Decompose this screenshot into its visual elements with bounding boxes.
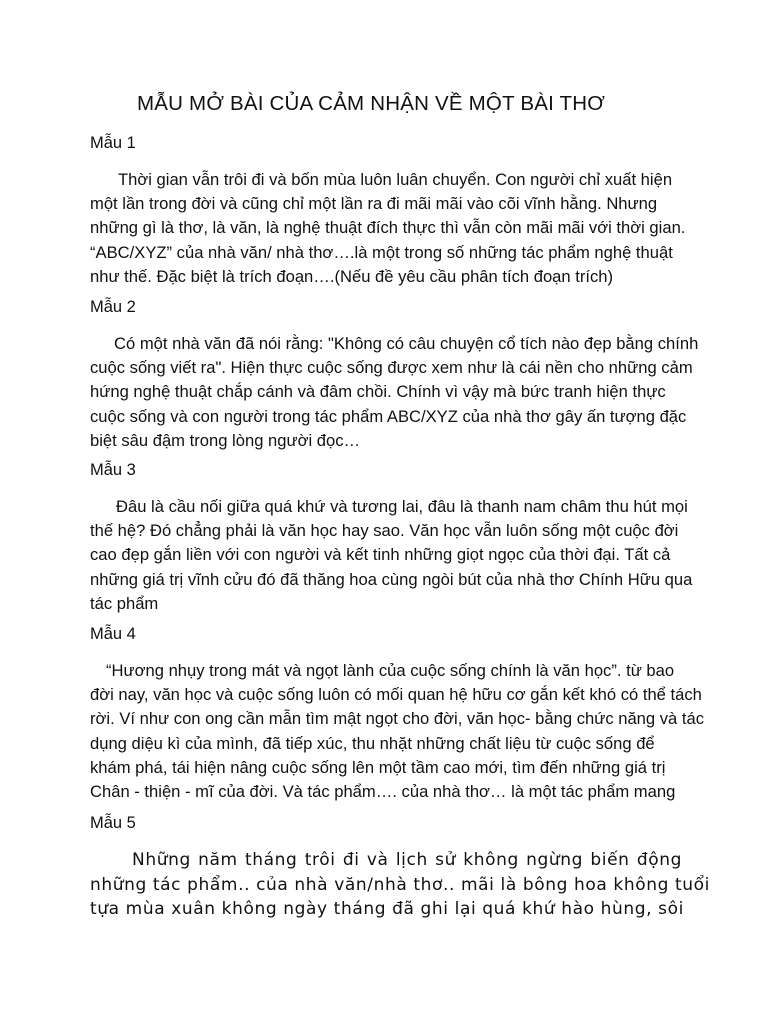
section-paragraph-mau-4 — [90, 659, 705, 804]
paragraph-line: những giá trị vĩnh cửu đó đã thăng hoa cùng ngòi bút của nhà thơ Chính Hữu qua — [90, 569, 693, 589]
paragraph-line: Chân - thiện - mĩ của đời. Và tác phẩm…. của nhà thơ… là một tác phẩm mang — [90, 782, 676, 802]
paragraph-line: Thời gian vẫn trôi đi và bốn mùa luôn luân chuyển. Con người chỉ xuất hiện — [118, 170, 673, 189]
paragraph-line: cao đẹp gắn liền với con người và kết tinh những giọt ngọc của thời đại. Tất cả — [90, 545, 671, 565]
section-label-mau-1: Mẫu 1 — [90, 134, 136, 152]
paragraph-line: Đâu là cầu nối giữa quá khứ và tương lai, đâu là thanh nam châm thu hút mọi — [116, 497, 688, 516]
section-label-mau-2: Mẫu 2 — [90, 298, 136, 316]
paragraph-line: “Hương nhụy trong mát và ngọt lành của cuộc sống chính là văn học”. từ bao — [106, 661, 675, 680]
paragraph-line: thế hệ? Đó chẳng phải là văn học hay sao. Văn học vẫn luôn sống một cuộc đời — [90, 521, 679, 541]
section-paragraph-mau-2 — [90, 332, 699, 453]
paragraph-line: hứng nghệ thuật chắp cánh và đâm chồi. Chính vì vậy mà bức tranh hiện thực — [90, 382, 666, 402]
paragraph-line: tựa mùa xuân không ngày tháng đã ghi lại quá khứ hào hùng, sôi — [90, 899, 684, 919]
page-title-text: MẪU MỞ BÀI CỦA CẢM NHẬN VỀ MỘT BÀI THƠ — [137, 92, 605, 115]
paragraph-line: “ABC/XYZ” của nhà văn/ nhà thơ….là một trong số những tác phẩm nghệ thuật — [90, 242, 673, 262]
section-paragraph-mau-5 — [90, 848, 710, 922]
paragraph-line: cuộc sống viết ra". Hiện thực cuộc sống được xem như là cái nền cho những cảm — [90, 358, 693, 378]
paragraph-line: Những năm tháng trôi đi và lịch sử không ngừng biến động — [132, 850, 682, 870]
page-title — [0, 92, 768, 116]
paragraph-line: khám phá, tái hiện nâng cuộc sống lên một tầm cao mới, tìm đến những giá trị — [90, 757, 666, 777]
section-label-mau-3: Mẫu 3 — [90, 461, 136, 479]
paragraph-line: như thế. Đặc biệt là trích đoạn….(Nếu đề yêu cầu phân tích đoạn trích) — [90, 266, 614, 286]
section-paragraph-mau-1 — [90, 168, 690, 289]
paragraph-line: cuộc sống và con người trong tác phẩm ABC/XYZ của nhà thơ gây ấn tượng đặc — [90, 406, 687, 426]
paragraph-line: những tác phẩm.. của nhà văn/nhà thơ.. mãi là bông hoa không tuổi — [90, 874, 710, 895]
section-paragraph-mau-3 — [90, 495, 693, 616]
paragraph-line: dụng diệu kì của mình, đã tiếp xúc, thu nhặt những chất liệu từ cuộc sống để — [90, 733, 655, 753]
paragraph-line: đời nay, văn học và cuộc sống luôn có mối quan hệ hữu cơ gắn kết khó có thể tách — [90, 685, 702, 705]
paragraph-line: Có một nhà văn đã nói rằng: "Không có câu chuyện cổ tích nào đẹp bằng chính — [114, 334, 699, 353]
paragraph-line: tác phẩm — [90, 593, 159, 613]
paragraph-line: biệt sâu đậm trong lòng người đọc… — [90, 430, 361, 450]
paragraph-line: một lần trong đời và cũng chỉ một lần ra đi mãi mãi vào cõi vĩnh hằng. Nhưng — [90, 194, 658, 214]
section-label-mau-4: Mẫu 4 — [90, 625, 136, 643]
paragraph-line: rời. Ví như con ong cần mẫn tìm mật ngọt cho đời, văn học- bằng chức năng và tác — [90, 709, 705, 729]
paragraph-line: những gì là thơ, là văn, là nghệ thuật đích thực thì vẫn còn mãi mãi với thời gian. — [90, 218, 686, 238]
section-label-mau-5: Mẫu 5 — [90, 814, 136, 832]
